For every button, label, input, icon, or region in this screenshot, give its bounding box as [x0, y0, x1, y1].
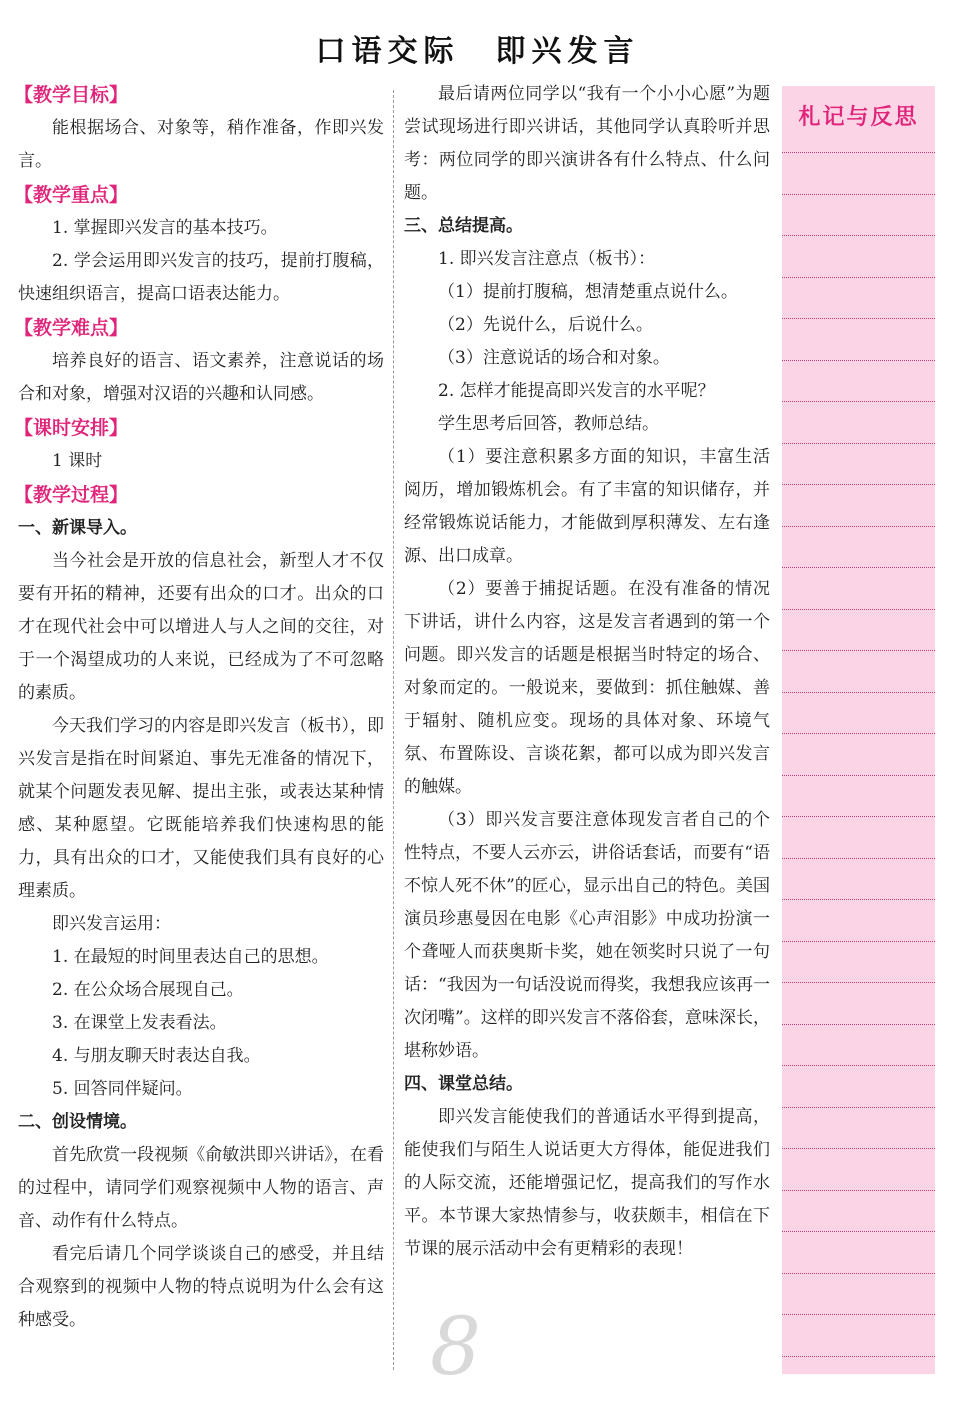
- notes-panel: [782, 86, 935, 1374]
- paragraph: （2）要善于捕捉话题。在没有准备的情况下讲话，讲什么内容，这是发言者遇到的第一个问题。即兴发言的话题是根据当时特定的场合、对象而定的。一般说来，要做到：抓住触媒、善于辐射、随机应变。现场的具体对象、环境气氛、布置陈设、言谈花絮，都可以成为即兴发言的触媒。: [404, 579, 770, 797]
- step-heading: 二、创设情境。: [18, 1112, 137, 1132]
- notes-title: 札记与反思: [798, 105, 919, 130]
- paragraph: 今天我们学习的内容是即兴发言（板书），即兴发言是指在时间紧迫、事先无准备的情况下，就某个问题发表见解、提出主张，或表达某种情感、某种愿望。它既能培养我们快速构思的能力，具有出众的口才，又能使我们具有良好的心理素质。: [18, 716, 384, 901]
- notes-line: [782, 360, 935, 361]
- page-title: 口语交际 即兴发言: [315, 34, 640, 69]
- list-item: 学生思考后回答，教师总结。: [438, 414, 659, 434]
- notes-line: [782, 1065, 935, 1066]
- section-heading: 【课时安排】: [14, 417, 129, 439]
- notes-line: [782, 775, 935, 776]
- notes-line: [782, 733, 935, 734]
- list-item: 4. 与朋友聊天时表达自我。: [52, 1046, 261, 1066]
- section-heading: 【教学难点】: [14, 317, 129, 339]
- paragraph: 培养良好的语言、语文素养，注意说话的场合和对象，增强对汉语的兴趣和认同感。: [18, 351, 384, 404]
- step-heading: 一、新课导入。: [18, 518, 137, 538]
- list-item: 1. 即兴发言注意点（板书）：: [438, 249, 656, 269]
- notes-line: [782, 1148, 935, 1149]
- list-item: 1 课时: [52, 451, 103, 471]
- section-heading: 【教学重点】: [14, 184, 129, 206]
- list-item: 3. 在课堂上发表看法。: [52, 1013, 227, 1033]
- page-number: 8: [430, 1300, 481, 1393]
- notes-line: [782, 1024, 935, 1025]
- list-item: 2. 怎样才能提高即兴发言的水平呢？: [438, 381, 715, 401]
- paragraph: （3）即兴发言要注意体现发言者自己的个性特点，不要人云亦云，讲俗话套话，而要有“语不惊人死不休”的匠心，显示出自己的特色。美国演员珍惠曼因在电影《心声泪影》中成功扮演一个聋哑人而获奥斯卡奖，她在领奖时只说了一句话：“我因为一句话没说而得奖，我想我应该再一次闭嘴”。这样的即兴发言不落俗套，意味深长，堪称妙语。: [404, 810, 770, 1061]
- paragraph: 看完后请几个同学谈谈自己的感受，并且结合观察到的视频中人物的特点说明为什么会有这种感受。: [18, 1244, 384, 1330]
- notes-line: [782, 816, 935, 817]
- notes-line: [782, 692, 935, 693]
- notes-line: [782, 277, 935, 278]
- section-heading: 【教学过程】: [14, 484, 129, 506]
- section-heading: 【教学目标】: [14, 84, 129, 106]
- notes-line: [782, 858, 935, 859]
- list-item: （1）提前打腹稿，想清楚重点说什么。: [438, 282, 738, 302]
- notes-line: [782, 982, 935, 983]
- notes-line: [782, 526, 935, 527]
- column-divider: [393, 90, 394, 1370]
- left-column: [14, 78, 384, 1337]
- notes-line: [782, 650, 935, 651]
- paragraph: 2. 学会运用即兴发言的技巧，提前打腹稿，快速组织语言，提高口语表达能力。: [18, 251, 384, 304]
- list-item: 即兴发言运用：: [52, 914, 171, 934]
- notes-line: [782, 1190, 935, 1191]
- paragraph: 能根据场合、对象等，稍作准备，作即兴发言。: [18, 118, 384, 171]
- middle-column: [404, 78, 770, 1266]
- notes-line: [782, 194, 935, 195]
- step-heading: 四、课堂总结。: [404, 1074, 523, 1094]
- notes-line: [782, 1107, 935, 1108]
- notes-line: [782, 899, 935, 900]
- list-item: （3）注意说话的场合和对象。: [438, 348, 670, 368]
- notes-line: [782, 1273, 935, 1274]
- notes-line: [782, 609, 935, 610]
- paragraph: （1）要注意积累多方面的知识，丰富生活阅历，增加锻炼机会。有了丰富的知识储存，并经常锻炼说话能力，才能做到厚积薄发、左右逢源、出口成章。: [404, 447, 770, 566]
- notes-line: [782, 401, 935, 402]
- paragraph: 最后请两位同学以“我有一个小小心愿”为题尝试现场进行即兴讲话，其他同学认真聆听并思考：两位同学的即兴演讲各有什么特点、什么问题。: [404, 84, 770, 203]
- paragraph: 当今社会是开放的信息社会，新型人才不仅要有开拓的精神，还要有出众的口才。出众的口才在现代社会中可以增进人与人之间的交往，对于一个渴望成功的人来说，已经成为了不可忽略的素质。: [18, 551, 384, 703]
- notes-line: [782, 567, 935, 568]
- list-item: （2）先说什么，后说什么。: [438, 315, 653, 335]
- notes-line: [782, 1356, 935, 1357]
- notes-line: [782, 1314, 935, 1315]
- notes-line: [782, 318, 935, 319]
- list-item: 5. 回答同伴疑问。: [52, 1079, 193, 1099]
- notes-line: [782, 484, 935, 485]
- notes-line: [782, 235, 935, 236]
- notes-line: [782, 443, 935, 444]
- paragraph: 首先欣赏一段视频《俞敏洪即兴讲话》，在看的过程中，请同学们观察视频中人物的语言、声音、动作有什么特点。: [18, 1145, 384, 1231]
- step-heading: 三、总结提高。: [404, 216, 523, 236]
- list-item: 2. 在公众场合展现自己。: [52, 980, 244, 1000]
- notes-line: [782, 152, 935, 153]
- notes-line: [782, 941, 935, 942]
- paragraph: 即兴发言能使我们的普通话水平得到提高，能使我们与陌生人说话更大方得体，能促进我们的人际交流，还能增强记忆，提高我们的写作水平。本节课大家热情参与，收获颇丰，相信在下节课的展示活动中会有更精彩的表现！: [404, 1107, 770, 1259]
- list-item: 1. 在最短的时间里表达自己的思想。: [52, 947, 329, 967]
- list-item: 1. 掌握即兴发言的基本技巧。: [52, 218, 278, 238]
- notes-line: [782, 1231, 935, 1232]
